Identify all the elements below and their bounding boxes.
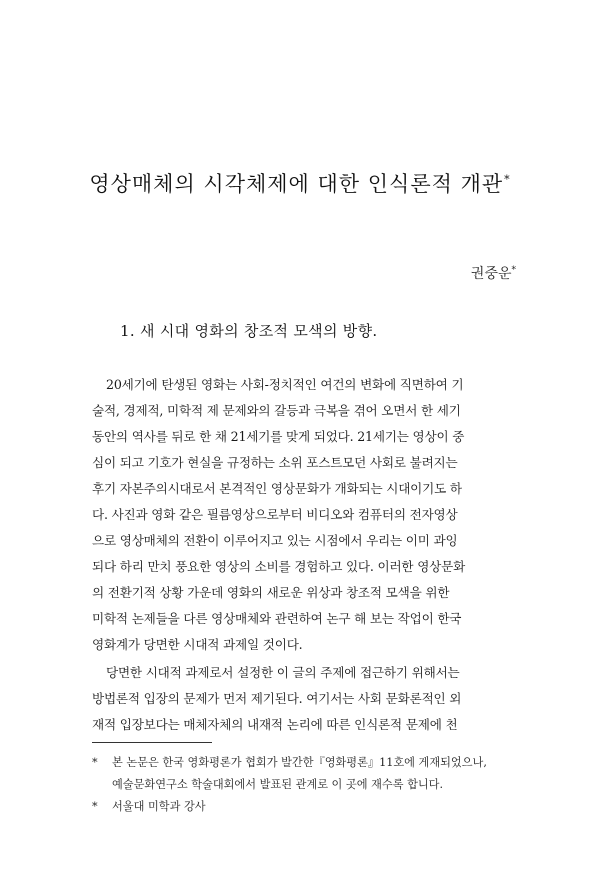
title-footnote-mark: *: [504, 173, 511, 186]
footnote-line: 예술문화연구소 학술대회에서 발표된 관계로 이 곳에 재수록 합니다.: [112, 778, 444, 791]
text-line: 20세기에 탄생된 영화는 사회-정치적인 여건의 변화에 직면하여 기: [106, 377, 464, 392]
footnote-divider: [92, 742, 212, 743]
section-heading: 1. 새 시대 영화의 창조적 모색의 방향.: [120, 322, 378, 340]
text-line: 당면한 시대적 과제로서 설정한 이 글의 주제에 접근하기 위해서는: [106, 665, 460, 680]
footnote-line: 서울대 미학과 강사: [112, 800, 206, 813]
text-line: 으로 영상매체의 전환이 이루어지고 있는 시점에서 우리는 이미 과잉: [92, 533, 458, 548]
paper-title: [0, 168, 600, 198]
footnotes: [92, 752, 512, 818]
footnote-line: 본 논문은 한국 영화평론가 협회가 발간한『영화평론』11호에 게재되었으나,: [112, 756, 487, 769]
author-name: [471, 263, 516, 283]
footnote-item: [92, 752, 512, 796]
author-footnote-mark: *: [511, 265, 516, 276]
footnote-mark: *: [92, 756, 98, 769]
paper-title-text: 영상매체의 시각체제에 대한 인식론적 개관: [89, 172, 504, 196]
text-line: 방법론적 입장의 문제가 먼저 제기된다. 여기서는 사회 문화론적인 외: [92, 691, 462, 706]
text-line: 동안의 역사를 뒤로 한 채 21세기를 맞게 되었다. 21세기는 영상이 중: [92, 429, 465, 444]
text-line: 미학적 논제들을 다른 영상매체와 관련하여 논구 해 보는 작업이 한국: [92, 611, 462, 626]
text-line: 영화계가 당면한 시대적 과제일 것이다.: [92, 637, 303, 652]
text-line: 의 전환기적 상황 가운데 영화의 새로운 위상과 창조적 모색을 위한: [92, 585, 450, 600]
text-line: 후기 자본주의시대로서 본격적인 영상문화가 개화되는 시대이기도 하: [92, 481, 462, 496]
text-line: 다. 사진과 영화 같은 필름영상으로부터 비디오와 컴퓨터의 전자영상: [92, 507, 458, 522]
text-line: 재적 입장보다는 매체자체의 내재적 논리에 따른 인식론적 문제에 천: [92, 717, 458, 732]
body-paragraph-2: [92, 660, 504, 738]
body-paragraph-1: [92, 372, 504, 658]
author-name-text: 권중운: [470, 266, 512, 282]
footnote-item: [92, 796, 512, 818]
text-line: 심이 되고 기호가 현실을 규정하는 소위 포스트모던 사회로 불려지는: [92, 455, 458, 470]
text-line: 술적, 경제적, 미학적 제 문제와의 갈등과 극복을 겪어 오면서 한 세기: [92, 403, 461, 418]
footnote-mark: *: [92, 800, 98, 813]
text-line: 되다 하리 만치 풍요한 영상의 소비를 경험하고 있다. 이러한 영상문화: [92, 559, 466, 574]
